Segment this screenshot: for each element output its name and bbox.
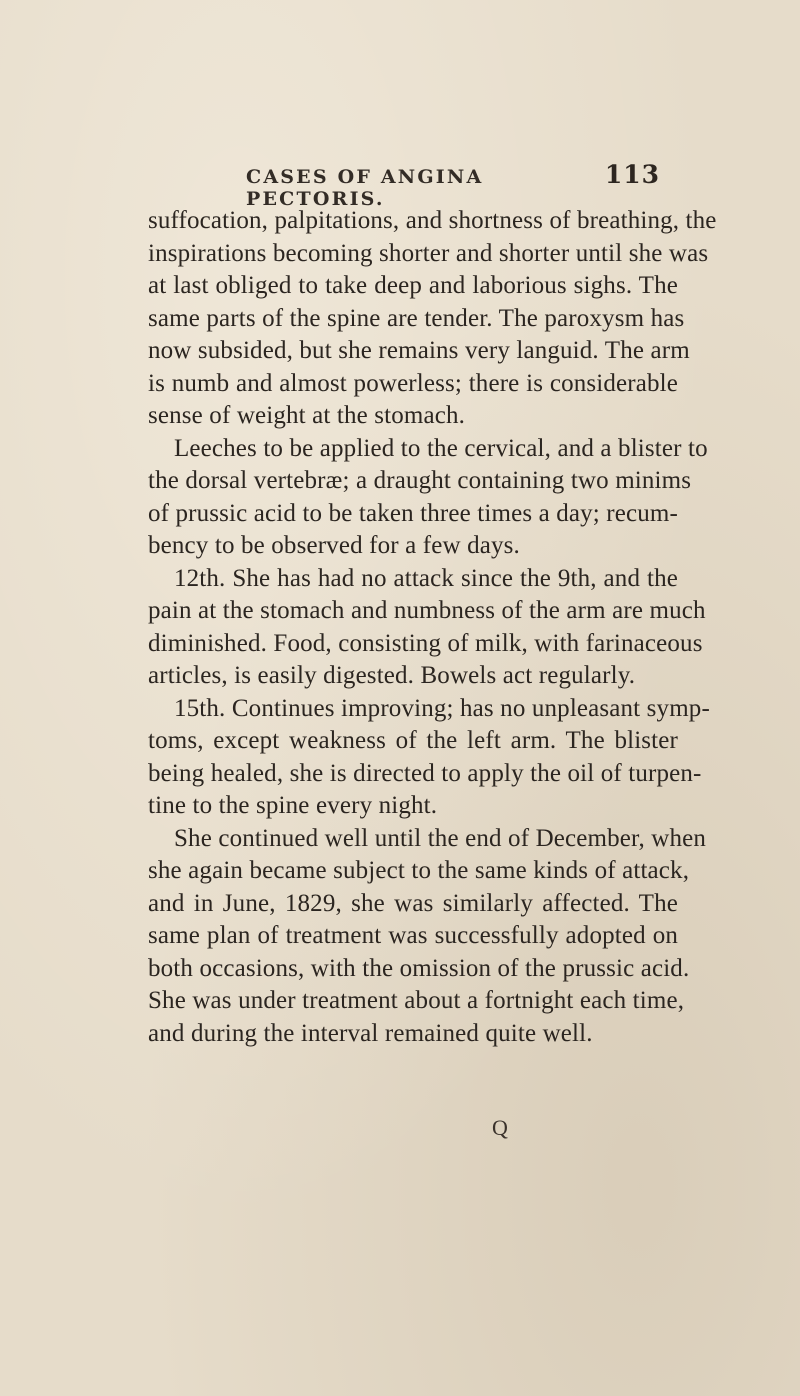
text-line: suffocation, palpitations, and shortness of breathing, the bbox=[148, 207, 717, 234]
text-line: sense of weight at the stomach. bbox=[148, 402, 466, 429]
running-head bbox=[246, 160, 660, 210]
text-line: at last obliged to take deep and laborious sighs. The bbox=[148, 272, 678, 299]
text-line: toms, except weakness of the left arm. The blister bbox=[148, 727, 678, 754]
text-line: tine to the spine every night. bbox=[148, 792, 438, 819]
text-line: She was under treatment about a fortnight each time, bbox=[148, 987, 685, 1014]
text-line: pain at the stomach and numbness of the arm are much bbox=[148, 597, 706, 624]
signature-mark: Q bbox=[492, 1115, 508, 1140]
text-line: the dorsal vertebræ; a draught containing two minims bbox=[148, 467, 692, 494]
text-line: bency to be observed for a few days. bbox=[148, 532, 520, 559]
text-line: articles, is easily digested. Bowels act regularly. bbox=[148, 662, 636, 689]
text-line: inspirations becoming shorter and shorter until she was bbox=[148, 239, 709, 267]
text-line: of prussic acid to be taken three times a day; recum- bbox=[148, 499, 678, 527]
text-line: diminished. Food, consisting of milk, with farinaceous bbox=[148, 629, 703, 657]
text-line: She continued well until the end of December, when bbox=[174, 824, 707, 852]
text-line: and in June, 1829, she was similarly affected. The bbox=[148, 889, 678, 917]
text-line: same plan of treatment was successfully adopted on bbox=[148, 922, 678, 949]
page-number: 113 bbox=[604, 160, 660, 189]
text-line: Leeches to be applied to the cervical, and a blister to bbox=[174, 434, 708, 462]
text-line: now subsided, but she remains very languid. The arm bbox=[148, 337, 690, 364]
text-line: and during the interval remained quite well. bbox=[148, 1019, 593, 1047]
text-line: both occasions, with the omission of the prussic acid. bbox=[148, 954, 690, 982]
text-line: same parts of the spine are tender. The paroxysm has bbox=[148, 304, 685, 332]
body-text bbox=[148, 205, 717, 1050]
running-title: CASES OF ANGINA PECTORIS. bbox=[246, 166, 484, 210]
text-line: being healed, she is directed to apply the oil of turpen- bbox=[148, 759, 702, 787]
text-line: 15th. Continues improving; has no unpleasant symp- bbox=[174, 694, 710, 722]
text-line: is numb and almost powerless; there is considerable bbox=[148, 369, 678, 397]
text-line: 12th. She has had no attack since the 9th, and the bbox=[174, 564, 678, 592]
text-line: she again became subject to the same kinds of attack, bbox=[148, 857, 690, 884]
